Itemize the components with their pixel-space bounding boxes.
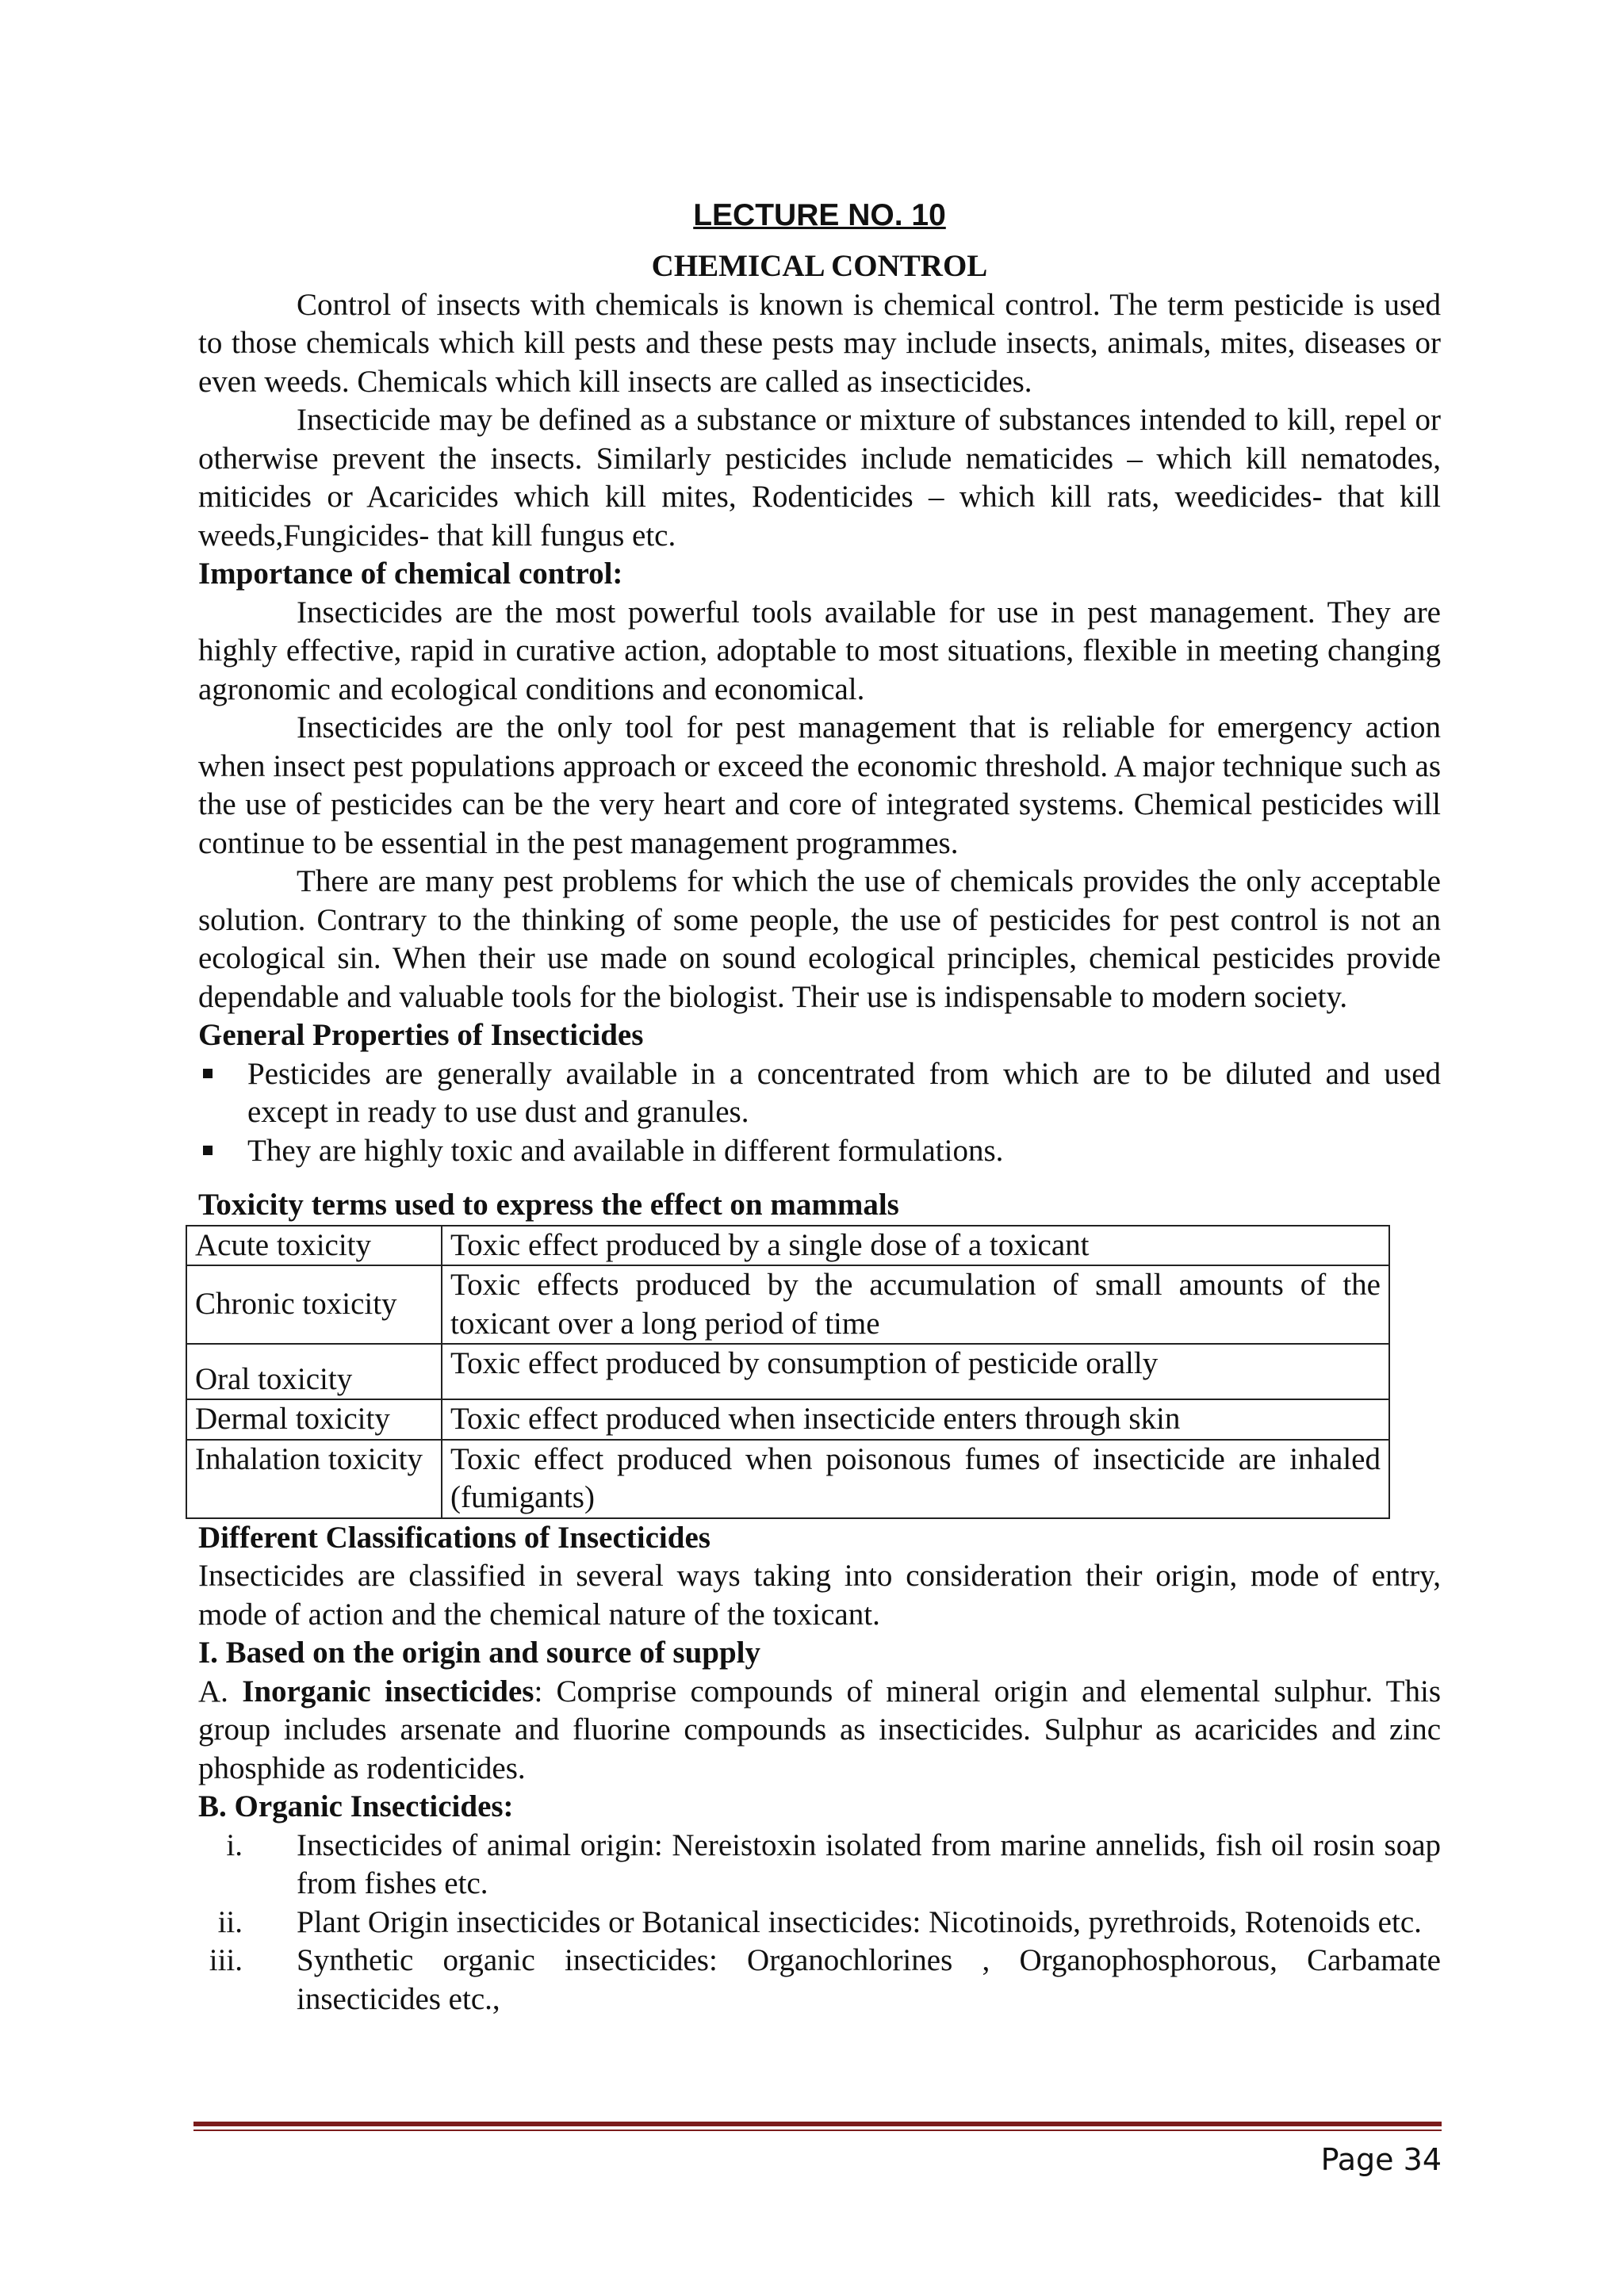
- list-item: [198, 1942, 1441, 2019]
- organic-list: [198, 1827, 1441, 2019]
- toxicity-table: [186, 1225, 1390, 1519]
- page-content: [195, 197, 1441, 2019]
- toxicity-definition: Toxic effect produced by consumption of pesticide orally: [442, 1344, 1389, 1399]
- table-row: [186, 1226, 1389, 1266]
- list-item-text: Synthetic organic insecticides: Organochlorines , Organophosphorous, Carbamate insecticides etc.,: [297, 1943, 1441, 2016]
- list-item: [198, 1827, 1441, 1904]
- classifications-intro: Insecticides are classified in several ways taking into consideration their origin, mode of entry, mode of action and the chemical nature of the toxicant.: [198, 1559, 1441, 1632]
- importance-paragraph-3: There are many pest problems for which the use of chemicals provides the only acceptable solution. Contrary to the thinking of some people, the use of pesticides for pest control is not an ecological sin. When their use made on sound ecological principles, chemical pesticides provide dependable and valuable tools for the biologist. Their use is indispensable to modern society.: [198, 864, 1441, 1014]
- list-number: ii.: [217, 1904, 243, 1939]
- square-bullet-icon: [203, 1069, 213, 1078]
- table-row: [186, 1344, 1389, 1399]
- list-number: i.: [226, 1827, 243, 1862]
- toxicity-definition: Toxic effect produced when insecticide enters through skin: [442, 1399, 1389, 1440]
- intro-paragraph-2: Insecticide may be defined as a substance or mixture of substances intended to kill, repel or otherwise prevent the insects. Similarly pesticides include nematicides – which kill nematodes, miticides or Acaricides which kill mites, Rodenticides – which kill rats, weedicides- that kill weeds,Fungicides- that kill fungus etc.: [198, 403, 1441, 553]
- page-number: Page 34: [1320, 2142, 1442, 2177]
- inorganic-prefix: A.: [198, 1674, 243, 1709]
- organic-heading: B. Organic Insecticides:: [198, 1789, 514, 1823]
- toxicity-term: Oral toxicity: [186, 1344, 442, 1399]
- list-item-text: Insecticides of animal origin: Nereistoxin isolated from marine annelids, fish oil rosin soap from fishes etc.: [297, 1827, 1441, 1900]
- intro-paragraph-1: Control of insects with chemicals is known is chemical control. The term pesticide is used to those chemicals which kill pests and these pests may include insects, animals, mites, diseases or even weeds. Chemicals which kill insects are called as insecticides.: [198, 287, 1441, 399]
- toxicity-definition: Toxic effect produced by a single dose of a toxicant: [442, 1226, 1389, 1266]
- inorganic-paragraph: [198, 1673, 1441, 1789]
- importance-paragraph-1: Insecticides are the most powerful tools available for use in pest management. They are highly effective, rapid in curative action, adoptable to most situations, flexible in meeting changing agronomic and ecological conditions and economical.: [198, 595, 1441, 706]
- footer-rule-thin: [193, 2130, 1442, 2131]
- importance-heading: Importance of chemical control:: [198, 557, 623, 591]
- toxicity-heading: Toxicity terms used to express the effect on mammals: [198, 1188, 899, 1222]
- table-row: [186, 1399, 1389, 1440]
- list-item-text: They are highly toxic and available in different formulations.: [247, 1133, 1004, 1168]
- table-row: [186, 1265, 1389, 1344]
- toxicity-term: Inhalation toxicity: [186, 1440, 442, 1518]
- toxicity-definition: Toxic effect produced when poisonous fumes of insecticide are inhaled (fumigants): [442, 1440, 1389, 1518]
- list-item: [198, 1055, 1441, 1132]
- properties-list: [198, 1055, 1441, 1171]
- inorganic-text: : Comprise compounds of mineral origin and elemental sulphur. This group includes arsenate and fluorine compounds as insecticides. Sulphur as acaricides and zinc phosphide as rodenticides.: [198, 1674, 1441, 1785]
- toxicity-term: Dermal toxicity: [186, 1399, 442, 1440]
- footer-rule: [193, 2122, 1442, 2126]
- list-item: [198, 1904, 1441, 1942]
- list-item: [198, 1132, 1441, 1171]
- list-number: iii.: [209, 1943, 243, 1977]
- toxicity-definition: Toxic effects produced by the accumulation of small amounts of the toxicant over a long period of time: [442, 1265, 1389, 1344]
- list-item-text: Plant Origin insecticides or Botanical insecticides: Nicotinoids, pyrethroids, Rotenoids etc.: [297, 1904, 1422, 1939]
- toxicity-term: Chronic toxicity: [186, 1265, 442, 1344]
- classifications-heading: Different Classifications of Insecticides: [198, 1520, 710, 1555]
- inorganic-label: Inorganic insecticides: [242, 1674, 534, 1709]
- toxicity-term: Acute toxicity: [186, 1226, 442, 1266]
- properties-heading: General Properties of Insecticides: [198, 1018, 644, 1052]
- square-bullet-icon: [203, 1146, 213, 1155]
- section-title: CHEMICAL CONTROL: [651, 249, 988, 283]
- list-item-text: Pesticides are generally available in a concentrated from which are to be diluted and used except in ready to use dust and granules.: [247, 1056, 1441, 1129]
- lecture-title: LECTURE NO. 10: [693, 198, 946, 232]
- table-row: [186, 1440, 1389, 1518]
- importance-paragraph-2: Insecticides are the only tool for pest management that is reliable for emergency action when insect pest populations approach or exceed the economic threshold. A major technique such as the use of pesticides can be the very heart and core of integrated systems. Chemical pesticides will continue to be essential in the pest management programmes.: [198, 710, 1441, 860]
- origin-subheading: I. Based on the origin and source of supply: [198, 1636, 761, 1670]
